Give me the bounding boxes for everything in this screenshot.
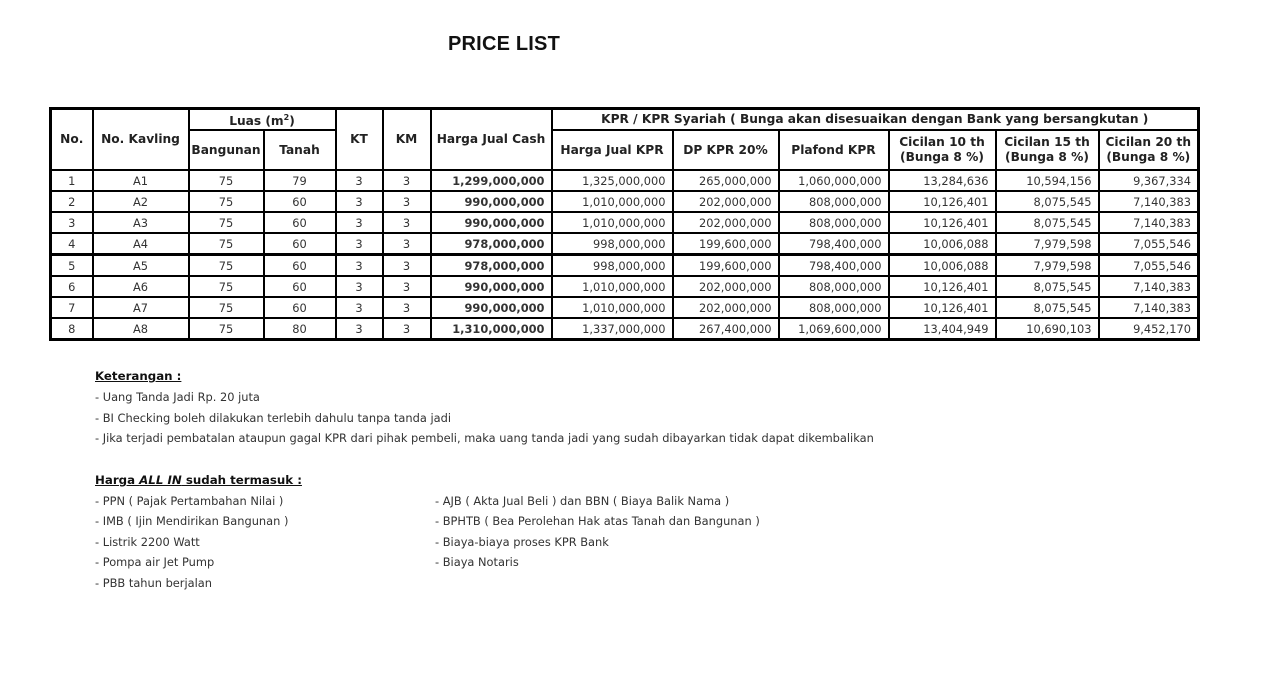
keterangan-item: - Uang Tanda Jadi Rp. 20 juta <box>95 389 260 404</box>
cell-kt: 3 <box>336 255 383 277</box>
header-kavling: No. Kavling <box>93 109 189 171</box>
header-cicilan-10: Cicilan 10 th (Bunga 8 %) <box>889 130 996 170</box>
cell-kavling: A7 <box>93 297 189 318</box>
cell-bangunan: 75 <box>189 212 264 233</box>
table-row <box>51 191 1199 212</box>
cell-km: 3 <box>383 191 431 212</box>
cell-cicilan-10: 10,126,401 <box>889 276 996 297</box>
header-kpr-group: KPR / KPR Syariah ( Bunga akan disesuaikan dengan Bank yang bersangkutan ) <box>552 109 1199 131</box>
cell-kt: 3 <box>336 170 383 191</box>
cell-kavling: A3 <box>93 212 189 233</box>
cell-cicilan-20: 9,452,170 <box>1099 318 1199 340</box>
cell-cicilan-15: 10,690,103 <box>996 318 1099 340</box>
header-cicilan-20: Cicilan 20 th (Bunga 8 %) <box>1099 130 1199 170</box>
cell-no: 4 <box>51 233 93 255</box>
cell-bangunan: 75 <box>189 276 264 297</box>
page-title: PRICE LIST <box>448 33 561 55</box>
cell-bangunan: 75 <box>189 233 264 255</box>
cell-cicilan-15: 7,979,598 <box>996 233 1099 255</box>
cell-kt: 3 <box>336 233 383 255</box>
cell-harga-cash: 978,000,000 <box>431 233 552 255</box>
all-in-item: - IMB ( Ijin Mendirikan Bangunan ) <box>95 514 289 528</box>
cell-cicilan-20: 7,140,383 <box>1099 276 1199 297</box>
cell-harga-cash: 990,000,000 <box>431 276 552 297</box>
header-cicilan-15: Cicilan 15 th (Bunga 8 %) <box>996 130 1099 170</box>
cell-tanah: 80 <box>264 318 336 340</box>
cell-no: 6 <box>51 276 93 297</box>
cell-km: 3 <box>383 233 431 255</box>
cell-kt: 3 <box>336 276 383 297</box>
cell-bangunan: 75 <box>189 170 264 191</box>
cell-kavling: A6 <box>93 276 189 297</box>
all-in-heading: Harga ALL IN sudah termasuk : <box>95 473 302 487</box>
keterangan-heading: Keterangan : <box>95 369 182 383</box>
header-tanah: Tanah <box>264 130 336 170</box>
cell-cicilan-20: 7,140,383 <box>1099 297 1199 318</box>
cell-harga-cash: 990,000,000 <box>431 212 552 233</box>
table-row <box>51 233 1199 255</box>
cell-kavling: A1 <box>93 170 189 191</box>
cell-km: 3 <box>383 318 431 340</box>
cell-kavling: A2 <box>93 191 189 212</box>
table-body <box>51 170 1199 340</box>
cell-harga-cash: 990,000,000 <box>431 297 552 318</box>
cell-no: 1 <box>51 170 93 191</box>
table-row <box>51 318 1199 340</box>
all-in-item: - Biaya-biaya proses KPR Bank <box>435 534 609 549</box>
keterangan-section <box>95 366 874 449</box>
cell-no: 2 <box>51 191 93 212</box>
keterangan-item: - Jika terjadi pembatalan ataupun gagal KPR dari pihak pembeli, maka uang tanda jadi yang sudah dibayarkan tidak dapat dikembalikan <box>95 431 874 446</box>
cell-plafond: 808,000,000 <box>779 212 889 233</box>
table-row <box>51 170 1199 191</box>
cell-km: 3 <box>383 255 431 277</box>
header-plafond: Plafond KPR <box>779 130 889 170</box>
cell-bangunan: 75 <box>189 191 264 212</box>
header-km: KM <box>383 109 431 171</box>
cell-kavling: A5 <box>93 255 189 277</box>
cell-harga-kpr: 1,325,000,000 <box>552 170 673 191</box>
cell-no: 8 <box>51 318 93 340</box>
all-in-item: - Biaya Notaris <box>435 555 519 569</box>
cell-harga-kpr: 1,337,000,000 <box>552 318 673 340</box>
all-in-item: - AJB ( Akta Jual Beli ) dan BBN ( Biaya Balik Nama ) <box>435 493 730 508</box>
cell-harga-cash: 978,000,000 <box>431 255 552 277</box>
cell-cicilan-20: 7,055,546 <box>1099 233 1199 255</box>
cell-cicilan-15: 8,075,545 <box>996 191 1099 212</box>
cell-cicilan-15: 8,075,545 <box>996 212 1099 233</box>
cell-bangunan: 75 <box>189 255 264 277</box>
cell-dp: 202,000,000 <box>673 212 779 233</box>
cell-plafond: 808,000,000 <box>779 191 889 212</box>
cell-cicilan-15: 8,075,545 <box>996 297 1099 318</box>
cell-cicilan-10: 13,404,949 <box>889 318 996 340</box>
cell-kt: 3 <box>336 318 383 340</box>
cell-tanah: 79 <box>264 170 336 191</box>
cell-plafond: 808,000,000 <box>779 297 889 318</box>
cell-cicilan-10: 10,126,401 <box>889 212 996 233</box>
keterangan-item: - BI Checking boleh dilakukan terlebih dahulu tanpa tanda jadi <box>95 410 451 425</box>
cell-no: 5 <box>51 255 93 277</box>
cell-kavling: A4 <box>93 233 189 255</box>
cell-dp: 202,000,000 <box>673 297 779 318</box>
cell-cicilan-15: 8,075,545 <box>996 276 1099 297</box>
cell-bangunan: 75 <box>189 297 264 318</box>
cell-dp: 199,600,000 <box>673 233 779 255</box>
price-table <box>49 107 1200 341</box>
cell-no: 7 <box>51 297 93 318</box>
cell-harga-kpr: 1,010,000,000 <box>552 191 673 212</box>
cell-km: 3 <box>383 170 431 191</box>
table-row <box>51 297 1199 318</box>
cell-harga-kpr: 1,010,000,000 <box>552 212 673 233</box>
all-in-right-list <box>435 491 835 594</box>
header-cash: Harga Jual Cash <box>431 109 552 171</box>
cell-harga-kpr: 998,000,000 <box>552 255 673 277</box>
cell-cicilan-10: 10,126,401 <box>889 191 996 212</box>
cell-cicilan-10: 13,284,636 <box>889 170 996 191</box>
cell-plafond: 1,060,000,000 <box>779 170 889 191</box>
cell-harga-cash: 990,000,000 <box>431 191 552 212</box>
cell-dp: 265,000,000 <box>673 170 779 191</box>
cell-tanah: 60 <box>264 297 336 318</box>
cell-km: 3 <box>383 297 431 318</box>
all-in-item: - Listrik 2200 Watt <box>95 534 200 549</box>
header-no: No. <box>51 109 93 171</box>
cell-tanah: 60 <box>264 255 336 277</box>
cell-km: 3 <box>383 276 431 297</box>
cell-cicilan-20: 7,140,383 <box>1099 212 1199 233</box>
all-in-item: - PPN ( Pajak Pertambahan Nilai ) <box>95 493 284 508</box>
cell-km: 3 <box>383 212 431 233</box>
cell-cicilan-10: 10,126,401 <box>889 297 996 318</box>
cell-cicilan-10: 10,006,088 <box>889 233 996 255</box>
all-in-item: - BPHTB ( Bea Perolehan Hak atas Tanah dan Bangunan ) <box>435 514 760 528</box>
cell-plafond: 1,069,600,000 <box>779 318 889 340</box>
cell-tanah: 60 <box>264 191 336 212</box>
cell-kt: 3 <box>336 191 383 212</box>
cell-tanah: 60 <box>264 233 336 255</box>
cell-cicilan-15: 10,594,156 <box>996 170 1099 191</box>
cell-cicilan-20: 7,140,383 <box>1099 191 1199 212</box>
table-header <box>51 109 1199 171</box>
header-harga-kpr: Harga Jual KPR <box>552 130 673 170</box>
cell-harga-kpr: 1,010,000,000 <box>552 276 673 297</box>
cell-bangunan: 75 <box>189 318 264 340</box>
cell-kt: 3 <box>336 212 383 233</box>
cell-dp: 202,000,000 <box>673 191 779 212</box>
cell-tanah: 60 <box>264 212 336 233</box>
cell-cicilan-15: 7,979,598 <box>996 255 1099 277</box>
header-bangunan: Bangunan <box>189 130 264 170</box>
cell-kavling: A8 <box>93 318 189 340</box>
cell-kt: 3 <box>336 297 383 318</box>
cell-harga-cash: 1,299,000,000 <box>431 170 552 191</box>
cell-dp: 267,400,000 <box>673 318 779 340</box>
cell-no: 3 <box>51 212 93 233</box>
cell-harga-kpr: 1,010,000,000 <box>552 297 673 318</box>
header-luas: Luas $(m^2)$ <box>189 109 336 131</box>
cell-harga-cash: 1,310,000,000 <box>431 318 552 340</box>
header-dp: DP KPR 20% <box>673 130 779 170</box>
cell-harga-kpr: 998,000,000 <box>552 233 673 255</box>
cell-plafond: 798,400,000 <box>779 255 889 277</box>
cell-tanah: 60 <box>264 276 336 297</box>
cell-cicilan-10: 10,006,088 <box>889 255 996 277</box>
table-row <box>51 255 1199 277</box>
table-row <box>51 212 1199 233</box>
all-in-section <box>95 470 835 593</box>
cell-cicilan-20: 7,055,546 <box>1099 255 1199 277</box>
all-in-item: - PBB tahun berjalan <box>95 575 213 590</box>
cell-dp: 202,000,000 <box>673 276 779 297</box>
table-row <box>51 276 1199 297</box>
cell-cicilan-20: 9,367,334 <box>1099 170 1199 191</box>
cell-plafond: 808,000,000 <box>779 276 889 297</box>
all-in-left-list <box>95 491 435 594</box>
header-kt: KT <box>336 109 383 171</box>
cell-dp: 199,600,000 <box>673 255 779 277</box>
cell-plafond: 798,400,000 <box>779 233 889 255</box>
all-in-item: - Pompa air Jet Pump <box>95 555 215 569</box>
